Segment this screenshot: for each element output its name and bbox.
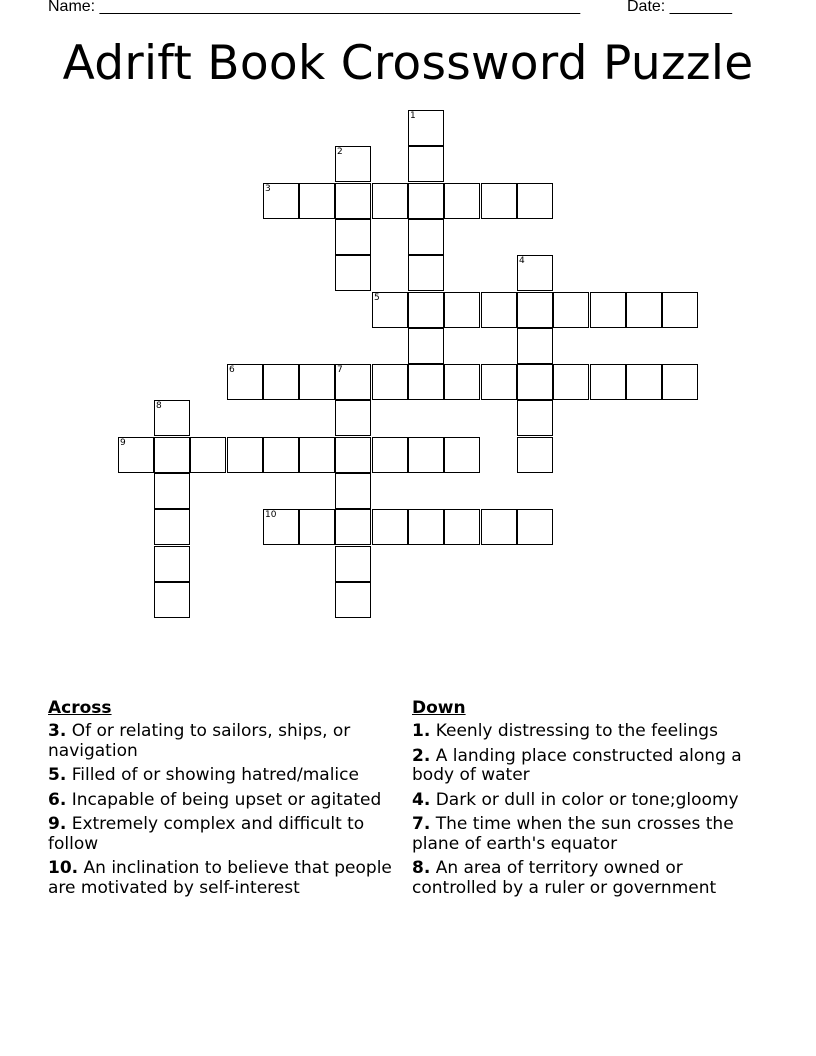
grid-cell[interactable] <box>299 509 335 545</box>
grid-cell[interactable] <box>626 292 662 328</box>
grid-cell[interactable] <box>335 582 371 618</box>
clue-number: 5 <box>374 293 380 303</box>
grid-cell[interactable] <box>408 255 444 291</box>
grid-cell[interactable] <box>517 400 553 436</box>
clue-down-8: 8. An area of territory owned or controlled by a ruler or government <box>412 858 717 898</box>
grid-cell[interactable] <box>154 509 190 545</box>
grid-cell[interactable] <box>408 183 444 219</box>
across-heading: Across <box>48 698 112 718</box>
grid-cell[interactable] <box>662 364 698 400</box>
grid-cell[interactable] <box>190 437 226 473</box>
grid-cell[interactable] <box>335 255 371 291</box>
grid-cell[interactable] <box>517 255 553 291</box>
grid-cell[interactable] <box>517 328 553 364</box>
grid-cell[interactable] <box>335 473 371 509</box>
grid-cell[interactable] <box>335 219 371 255</box>
grid-cell[interactable] <box>263 509 299 545</box>
grid-cell[interactable] <box>335 509 371 545</box>
clue-number: 8 <box>156 401 162 411</box>
grid-cell[interactable] <box>154 437 190 473</box>
grid-cell[interactable] <box>408 110 444 146</box>
clue-down-7: 7. The time when the sun crosses the plane of earth's equator <box>412 814 734 854</box>
grid-cell[interactable] <box>481 364 517 400</box>
grid-cell[interactable] <box>154 400 190 436</box>
grid-cell[interactable] <box>408 364 444 400</box>
grid-cell[interactable] <box>263 183 299 219</box>
grid-cell[interactable] <box>444 509 480 545</box>
clue-down-2: 2. A landing place constructed along a body of water <box>412 745 742 785</box>
grid-cell[interactable] <box>335 400 371 436</box>
clue-number: 4 <box>519 256 525 266</box>
clue-across-3: 3. Of or relating to sailors, ships, or navigation <box>48 721 351 761</box>
grid-cell[interactable] <box>408 437 444 473</box>
grid-cell[interactable] <box>517 183 553 219</box>
grid-cell[interactable] <box>335 364 371 400</box>
grid-cell[interactable] <box>481 183 517 219</box>
grid-cell[interactable] <box>517 292 553 328</box>
grid-cell[interactable] <box>118 437 154 473</box>
grid-cell[interactable] <box>517 364 553 400</box>
down-heading: Down <box>412 698 466 718</box>
grid-cell[interactable] <box>408 509 444 545</box>
grid-cell[interactable] <box>372 364 408 400</box>
grid-cell[interactable] <box>481 509 517 545</box>
grid-cell[interactable] <box>408 328 444 364</box>
grid-cell[interactable] <box>481 292 517 328</box>
grid-cell[interactable] <box>227 364 263 400</box>
clue-down-4: 4. Dark or dull in color or tone;gloomy <box>412 789 739 810</box>
name-field[interactable]: Name: ______________________________________________________ <box>48 0 581 15</box>
grid-cell[interactable] <box>299 437 335 473</box>
clue-number: 1 <box>410 111 416 121</box>
grid-cell[interactable] <box>335 437 371 473</box>
grid-cell[interactable] <box>335 183 371 219</box>
clue-number: 6 <box>229 365 235 375</box>
grid-cell[interactable] <box>590 292 626 328</box>
clue-number: 9 <box>120 438 126 448</box>
grid-cell[interactable] <box>444 292 480 328</box>
grid-cell[interactable] <box>590 364 626 400</box>
grid-cell[interactable] <box>154 582 190 618</box>
clue-down-1: 1. Keenly distressing to the feelings <box>412 721 718 741</box>
grid-cell[interactable] <box>444 437 480 473</box>
grid-cell[interactable] <box>154 546 190 582</box>
clue-across-5: 5. Filled of or showing hatred/malice <box>48 765 359 785</box>
grid-cell[interactable] <box>299 364 335 400</box>
grid-cell[interactable] <box>517 437 553 473</box>
down-clues <box>412 700 764 903</box>
grid-cell[interactable] <box>662 292 698 328</box>
grid-cell[interactable] <box>335 146 371 182</box>
clue-number: 7 <box>337 365 343 375</box>
grid-cell[interactable] <box>553 292 589 328</box>
clue-number: 3 <box>265 184 271 194</box>
grid-cell[interactable] <box>299 183 335 219</box>
grid-cell[interactable] <box>154 473 190 509</box>
grid-cell[interactable] <box>626 364 662 400</box>
clue-across-9: 9. Extremely complex and difficult to follow <box>48 814 365 854</box>
grid-cell[interactable] <box>517 509 553 545</box>
across-clues <box>48 700 400 903</box>
grid-cell[interactable] <box>227 437 263 473</box>
grid-cell[interactable] <box>408 292 444 328</box>
grid-cell[interactable] <box>444 364 480 400</box>
date-field[interactable]: Date: _______ <box>627 0 732 15</box>
grid-cell[interactable] <box>372 437 408 473</box>
grid-cell[interactable] <box>372 183 408 219</box>
page-title: Adrift Book Crossword Puzzle <box>62 36 754 91</box>
grid-cell[interactable] <box>408 146 444 182</box>
grid-cell[interactable] <box>372 292 408 328</box>
clue-number: 2 <box>337 147 343 157</box>
clue-across-10: 10. An inclination to believe that people are motivated by self-interest <box>48 858 392 898</box>
grid-cell[interactable] <box>553 364 589 400</box>
grid-cell[interactable] <box>408 219 444 255</box>
grid-cell[interactable] <box>263 364 299 400</box>
grid-cell[interactable] <box>335 546 371 582</box>
grid-cell[interactable] <box>263 437 299 473</box>
clue-across-6: 6. Incapable of being upset or agitated <box>48 789 382 810</box>
clue-number: 10 <box>265 510 277 520</box>
grid-cell[interactable] <box>372 509 408 545</box>
grid-cell[interactable] <box>444 183 480 219</box>
